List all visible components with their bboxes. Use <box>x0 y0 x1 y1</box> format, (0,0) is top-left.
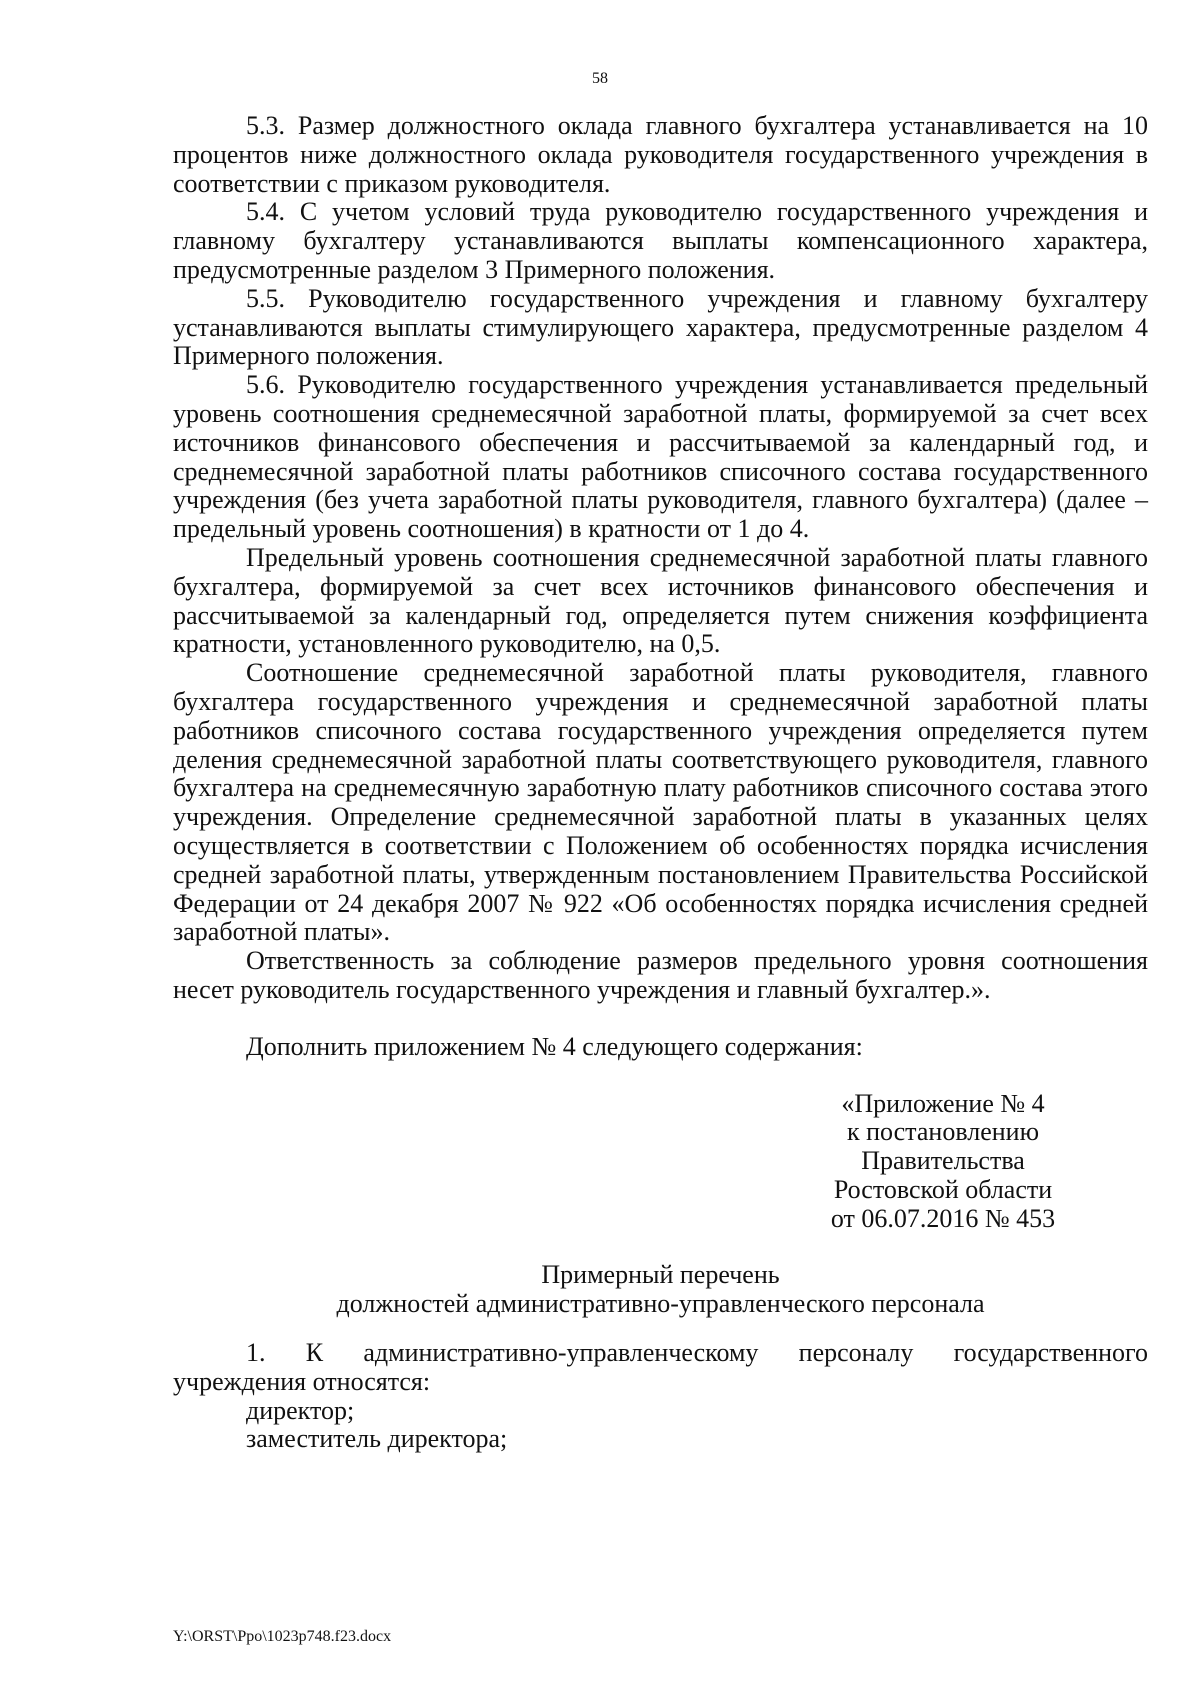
document-body <box>173 112 1148 1454</box>
position-director: директор; <box>246 1395 355 1425</box>
paragraph-responsibility: Ответственность за соблюдение размеров предельного уровня соотношения несет руководитель государственного учреждения и главный бухгалтер.». <box>173 946 1148 1004</box>
paragraph-5-4: 5.4. С учетом условий труда руководителю государственного учреждения и главному бухгалтеру устанавливаются выплаты компенсационного характера, предусмотренные разделом 3 Примерного положения. <box>173 197 1148 284</box>
page-number: 58 <box>592 70 608 87</box>
spacer <box>173 1062 1148 1090</box>
list-title-line-1: Примерный перечень <box>541 1260 780 1290</box>
footer-file-path: Y:\ORST\Ppo\1023p748.f23.docx <box>173 1628 392 1645</box>
appendix-to-resolution: к постановлению <box>846 1117 1040 1147</box>
paragraph-5-3: 5.3. Размер должностного оклада главного бухгалтера устанавливается на 10 процентов ниже должностного оклада руководителя государственного учреждения в соответствии с приказом руководителя. <box>173 111 1148 198</box>
appendix-region: Ростовской области <box>833 1174 1053 1204</box>
appendix-number: «Приложение № 4 <box>841 1088 1045 1118</box>
list-title <box>173 1261 1148 1319</box>
appendix-date-number: от 06.07.2016 № 453 <box>830 1203 1056 1233</box>
supplement-intro: Дополнить приложением № 4 следующего содержания: <box>246 1031 863 1061</box>
paragraph-5-5: 5.5. Руководителю государственного учреждения и главному бухгалтеру устанавливаются выплаты стимулирующего характера, предусмотренные разделом 4 Примерного положения. <box>173 283 1148 371</box>
appendix-header <box>788 1090 1098 1234</box>
paragraph-chief-accountant-ratio: Предельный уровень соотношения среднемесячной заработной платы главного бухгалтера, формируемой за счет всех источников финансового обеспечения и рассчитываемой за календарный год, определяется путем снижения коэффициента кратности, установленного руководителю, на 0,5. <box>173 542 1148 659</box>
item-1: 1. К административно-управленческому персоналу государственного учреждения относятся: <box>173 1338 1148 1396</box>
paragraph-5-6: 5.6. Руководителю государственного учреждения устанавливается предельный уровень соотношения среднемесячной заработной платы, формируемой за счет всех источников финансового обеспечения и рассчитываемой за календарный год, и среднемесячной заработной платы работников списочного состава государственного учреждения (без учета заработной платы руководителя, главного бухгалтера) (далее – предельный уровень соотношения) в кратности от 1 до 4. <box>173 370 1148 544</box>
spacer <box>173 1005 1148 1033</box>
position-deputy-director: заместитель директора; <box>246 1424 508 1454</box>
spacer <box>173 1319 1148 1339</box>
appendix-government: Правительства <box>861 1146 1025 1176</box>
paragraph-ratio-calculation: Соотношение среднемесячной заработной платы руководителя, главного бухгалтера государственного учреждения и среднемесячной заработной платы работников списочного состава государственного учреждения определяется путем деления среднемесячной заработной платы соответствующего руководителя, главного бухгалтера на среднемесячную заработную плату работников списочного состава этого учреждения. Определение среднемесячной заработной платы в указанных целях осуществляется в соответствии с Положением об особенностях порядка исчисления средней заработной платы, утвержденным постановлением Правительства Российской Федерации от 24 декабря 2007 № 922 «Об особенностях порядка исчисления средней заработной платы». <box>173 658 1148 947</box>
spacer <box>173 1233 1148 1261</box>
list-title-line-2: должностей административно-управленческого персонала <box>336 1289 985 1319</box>
